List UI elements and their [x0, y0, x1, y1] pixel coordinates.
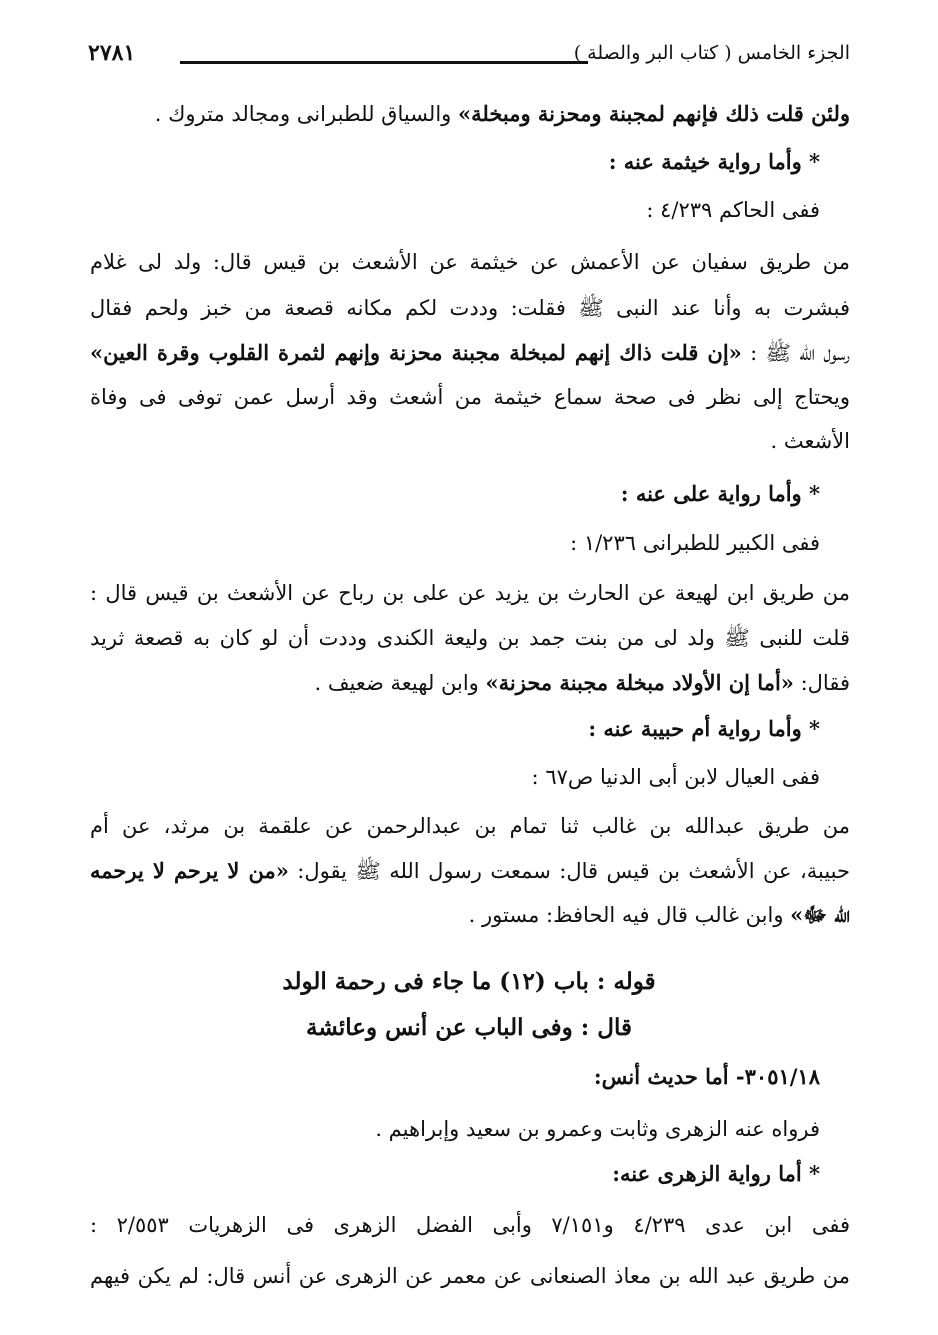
text-line-18 — [469, 899, 850, 931]
text-line-20: فرواه عنه الزهرى وثابت وعمرو بن سعيد وإبراهيم . — [375, 1117, 820, 1141]
text-span: حبيبة، عن الأشعث بن قيس قال: سمعت رسول الله ﷺ يقول: — [288, 859, 850, 883]
running-header — [88, 42, 850, 72]
running-header-title: الجزء الخامس ( كتاب البر والصلة ) — [573, 42, 850, 64]
source-reference: ففى الكبير للطبرانى ١/٢٣٦ : — [570, 531, 820, 555]
text-line-6 — [90, 337, 850, 369]
chapter-title: قوله : باب (١٢) ما جاء فى رحمة الولد — [282, 968, 656, 995]
text-line-12: قلت للنبى ﷺ ولد لى من بنت جمد بن وليعة الكندى وددت أن لو كان به قصعة ثريد — [90, 626, 850, 650]
text-line-1 — [155, 98, 850, 130]
text-line-17 — [90, 855, 850, 887]
hadith-quote: «أما إن الأولاد مبخلة مجبنة محزنة» — [485, 670, 794, 695]
hadith-quote: «من لا يرحم لا يرحمه — [90, 858, 289, 883]
page-number: ٢٧٨١ — [88, 40, 136, 66]
text-span: رسول الله ﷺ : — [741, 341, 850, 365]
hadith-quote: «إن قلت ذاك إنهم لمبخلة مجبنة محزنة وإنهم لثمرة القلوب وقرة العين» — [90, 340, 742, 365]
text-span: وابن لهيعة ضعيف . — [314, 671, 486, 695]
section-heading: * وأما رواية على عنه : — [620, 481, 820, 506]
text-line-8: الأشعث . — [770, 429, 850, 453]
text-line-23: من طريق عبد الله بن معاذ الصنعانى عن معمر عن الزهرى عن أنس قال: لم يكن فيهم — [90, 1264, 850, 1288]
hadith-number-heading: ٣٠٥١/١٨- أما حديث أنس: — [593, 1064, 820, 1089]
text-span: وابن غالب قال فيه الحافظ: مستور . — [468, 903, 791, 927]
header-rule — [180, 61, 588, 64]
text-span: والسياق للطبرانى ومجالد متروك . — [154, 102, 458, 126]
hadith-quote: ولئن قلت ذلك فإنهم لمجبنة ومحزنة ومبخلة» — [457, 101, 850, 126]
text-line-16: من طريق عبدالله بن غالب ثنا تمام بن عبدالرحمن عن علقمة بن مرثد، عن أم — [90, 814, 850, 838]
section-heading: * أما رواية الزهرى عنه: — [612, 1161, 820, 1186]
text-span: فقال: — [793, 671, 850, 695]
text-line-22: ففى ابن عدى ٤/٢٣٩ و٧/١٥١ وأبى الفضل الزهرى فى الزهريات ٢/٥٥٣ : — [90, 1213, 850, 1237]
text-line-5: فبشرت به وأنا عند النبى ﷺ فقلت: وددت لكم مكانه قصعة من خبز ولحم فقال — [90, 296, 850, 320]
text-line-11: من طريق ابن لهيعة عن الحارث بن يزيد عن على بن رباح عن الأشعث بن قيس قال : — [90, 581, 850, 605]
text-line-7: ويحتاج إلى نظر فى صحة سماع خيثمة من أشعث وقد أرسل عمن توفى فى وفاة — [90, 385, 850, 409]
section-heading: * وأما رواية أم حبيبة عنه : — [588, 716, 820, 741]
section-heading: * وأما رواية خيثمة عنه : — [608, 149, 820, 174]
hadith-quote: الله ﷻ» — [790, 902, 850, 927]
source-reference: ففى العيال لابن أبى الدنيا ص٦٧ : — [531, 765, 820, 789]
source-reference: ففى الحاكم ٤/٢٣٩ : — [646, 198, 820, 222]
text-line-4: من طريق سفيان عن الأعمش عن خيثمة عن الأشعث بن قيس قال: ولد لى غلام — [90, 250, 850, 274]
text-line-13 — [314, 667, 850, 699]
chapter-subtitle: قال : وفى الباب عن أنس وعائشة — [306, 1014, 632, 1041]
